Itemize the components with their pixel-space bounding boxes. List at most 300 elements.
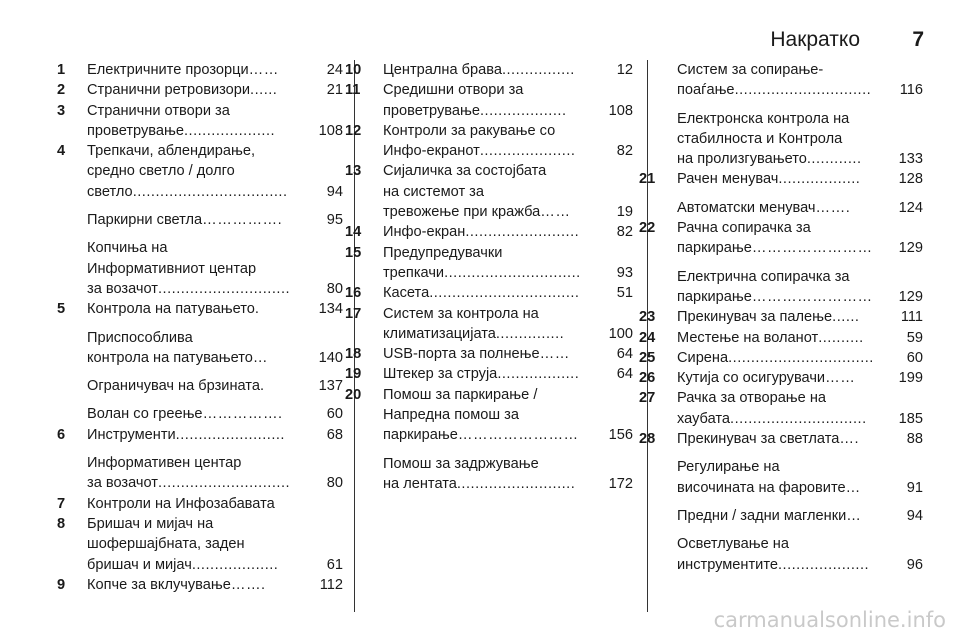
page-reference: 108: [318, 122, 343, 139]
entry-text: [663, 169, 923, 189]
dot-leader: .............................: [157, 280, 291, 297]
entry-line: на пролизгувањето: [677, 151, 807, 168]
entry-last-line: [677, 80, 923, 100]
index-entry: [345, 304, 633, 345]
dot-leader: .: [254, 301, 260, 318]
entry-line: шофершајбната, заден: [87, 536, 245, 553]
entry-line: Странични отвори за: [87, 102, 230, 119]
entry-line: климатизацијата: [383, 325, 496, 342]
entry-line: Електричните прозорци: [87, 62, 249, 78]
entry-line: Регулирање на: [677, 459, 780, 476]
index-entry: [57, 494, 343, 514]
entry-number: 23: [639, 309, 656, 326]
entry-number: 19: [345, 366, 362, 383]
page-reference: 185: [898, 410, 923, 427]
dot-leader: .............................: [157, 475, 291, 492]
entry-last-line: [677, 287, 923, 307]
entry-last-line: [383, 344, 633, 364]
entry-text: [73, 238, 343, 299]
index-entry: [73, 404, 343, 424]
entry-number: 24: [639, 329, 656, 346]
entry-last-line: [87, 376, 343, 396]
entry-last-line: [677, 238, 923, 258]
entry-number: 21: [639, 171, 656, 188]
entry-last-line: [87, 425, 343, 445]
entry-line: Касета: [383, 285, 430, 302]
index-entry: [639, 429, 923, 449]
entry-line: USB-порта за полнење: [383, 346, 540, 363]
index-entry: [345, 222, 633, 242]
page-reference: 68: [326, 426, 343, 443]
dot-leader: ……………………: [457, 427, 579, 444]
index-entry: [73, 328, 343, 369]
entry-number: 2: [57, 82, 66, 99]
entry-line: Централна брава: [383, 62, 502, 78]
entry-number: 4: [57, 143, 66, 160]
entry-line: Бришач и мијач на: [87, 515, 214, 532]
index-entry: [663, 506, 923, 526]
dot-leader: ……: [825, 370, 856, 387]
index-entry: [345, 121, 633, 162]
entry-text: [369, 222, 633, 242]
index-entry: [639, 348, 923, 368]
dot-leader: .....................: [479, 143, 576, 160]
page-reference: 129: [898, 240, 923, 257]
page-reference: 88: [906, 431, 923, 448]
dot-leader: ..............................: [734, 82, 872, 99]
entry-line: Контроли на Инфозабавата: [87, 495, 275, 512]
entry-text: [73, 453, 343, 494]
index-column-3: [639, 60, 923, 575]
entry-last-line: [383, 283, 633, 303]
page-reference: 95: [326, 212, 343, 229]
page-reference: 82: [616, 143, 633, 160]
page-reference: 24: [326, 62, 343, 78]
index-entry: [57, 101, 343, 142]
entry-text: [369, 385, 633, 446]
page-reference: 129: [898, 288, 923, 305]
entry-text: [663, 506, 923, 526]
entry-line: Трепкачи, аблендирање,: [87, 143, 256, 160]
entry-last-line: [677, 348, 923, 368]
dot-leader: ..............................: [730, 410, 867, 427]
entry-text: [73, 575, 343, 595]
entry-text: [369, 60, 633, 80]
entry-line: Инфо-екран: [383, 224, 466, 241]
entry-line: средно светло / долго: [87, 163, 235, 180]
page-reference: 61: [326, 556, 343, 573]
entry-line: Странични ретровизори: [87, 82, 251, 99]
entry-last-line: [87, 473, 343, 493]
page-number: 7: [912, 28, 924, 51]
index-entry: [57, 299, 343, 319]
entry-last-line: [677, 409, 923, 429]
entry-line: Систем за контрола на: [383, 305, 539, 322]
entry-number: 9: [57, 576, 66, 593]
entry-number: 1: [57, 62, 66, 78]
entry-last-line: [677, 198, 923, 218]
page-reference: 60: [326, 406, 343, 423]
entry-number: 3: [57, 102, 66, 119]
entry-text: [663, 109, 923, 170]
page-reference: 94: [906, 507, 923, 524]
dot-leader: …: [845, 479, 861, 496]
dot-leader: .........................: [465, 224, 580, 241]
entry-last-line: [383, 202, 633, 222]
entry-last-line: [383, 364, 633, 384]
index-entry: [663, 267, 923, 308]
page-reference: 91: [906, 479, 923, 496]
entry-text: [369, 344, 633, 364]
entry-text: [73, 514, 343, 575]
index-entry: [639, 307, 923, 327]
entry-line: тревожење при кражба: [383, 204, 541, 221]
index-entry: [57, 80, 343, 100]
dot-leader: ............: [806, 151, 862, 168]
entry-number: 20: [345, 386, 362, 403]
index-entry: [73, 453, 343, 494]
entry-text: [73, 141, 343, 202]
entry-line: Контроли за ракување со: [383, 122, 556, 139]
index-entry: [345, 80, 633, 121]
entry-last-line: [677, 429, 923, 449]
entry-last-line: [677, 169, 923, 189]
entry-last-line: [87, 404, 343, 424]
entry-line: Штекер за струја: [383, 366, 498, 383]
entry-number: 7: [57, 495, 66, 512]
entry-text: [369, 121, 633, 162]
entry-text: [663, 60, 923, 101]
page-reference: 133: [898, 151, 923, 168]
entry-line: Контрола на патувањето: [87, 301, 255, 318]
entry-line: контрола на патувањето: [87, 349, 253, 366]
index-column-1: [57, 60, 343, 595]
dot-leader: ...............: [495, 325, 565, 342]
entry-last-line: [677, 478, 923, 498]
page-reference: 96: [906, 556, 923, 573]
entry-text: [663, 198, 923, 218]
entry-line: поаѓање: [677, 82, 735, 99]
index-entry: [345, 344, 633, 364]
page-reference: 172: [608, 475, 633, 492]
entry-last-line: [383, 60, 633, 80]
entry-last-line: [383, 425, 633, 445]
dot-leader: ..................................: [132, 183, 288, 200]
entry-last-line: [677, 506, 923, 526]
index-entry: [57, 141, 343, 202]
index-entry: [73, 210, 343, 230]
page-reference: 124: [898, 199, 923, 216]
dot-leader: ......: [832, 309, 860, 326]
entry-line: Сијаличка за состојбата: [383, 163, 547, 180]
page-reference: 156: [608, 427, 633, 444]
page-reference: 116: [899, 82, 923, 99]
entry-text: [663, 307, 923, 327]
page-title: Накратко: [770, 28, 860, 51]
entry-line: Систем за сопирање-: [677, 62, 824, 78]
dot-leader: .................................: [429, 285, 580, 302]
dot-leader: ……………………: [751, 288, 873, 305]
dot-leader: ….: [839, 431, 860, 448]
entry-last-line: [677, 555, 923, 575]
entry-last-line: [383, 222, 633, 242]
index-entry: [663, 457, 923, 498]
page-reference: 112: [319, 576, 343, 593]
entry-last-line: [87, 555, 343, 575]
entry-last-line: [383, 101, 633, 121]
page-reference: 108: [608, 102, 633, 119]
dot-leader: ................................: [728, 349, 874, 366]
entry-number: 13: [345, 163, 362, 180]
entry-text: [73, 328, 343, 369]
entry-number: 22: [639, 220, 656, 237]
index-entry: [639, 388, 923, 429]
entry-number: 25: [639, 349, 656, 366]
page-reference: 80: [326, 475, 343, 492]
entry-line: Електрична сопирачка за: [677, 268, 850, 285]
dot-leader: ……: [539, 346, 570, 363]
entry-line: Напредна помош за: [383, 407, 519, 424]
entry-text: [369, 364, 633, 384]
page-reference: 19: [616, 204, 633, 221]
dot-leader: ...................: [191, 556, 279, 573]
entry-number: 8: [57, 515, 66, 532]
entry-text: [73, 210, 343, 230]
entry-line: Копче за вклучување: [87, 576, 231, 593]
dot-leader: ..........: [818, 329, 864, 346]
dot-leader: ……………………: [751, 240, 873, 257]
entry-line: Средишни отвори за: [383, 82, 524, 99]
entry-number: 6: [57, 426, 66, 443]
dot-leader: ......: [250, 82, 278, 99]
entry-text: [73, 101, 343, 142]
page-reference: 12: [616, 62, 633, 78]
entry-text: [663, 457, 923, 498]
entry-line: Предни / задни магленки: [677, 507, 847, 524]
dot-leader: ……: [540, 204, 571, 221]
entry-last-line: [87, 121, 343, 141]
entry-line: Приспособлива: [87, 329, 193, 346]
entry-text: [369, 454, 633, 495]
entry-line: Автоматски менувач: [677, 199, 816, 216]
entry-number: 15: [345, 244, 362, 261]
index-entry: [639, 328, 923, 348]
dot-leader: …….: [230, 576, 266, 593]
page-reference: 128: [898, 171, 923, 188]
entry-line: проветрување: [87, 122, 184, 139]
entry-line: инструментите: [677, 556, 778, 573]
entry-last-line: [383, 141, 633, 161]
entry-last-line: [677, 307, 923, 327]
dot-leader: …….: [815, 199, 851, 216]
entry-last-line: [87, 575, 343, 595]
entry-text: [73, 376, 343, 396]
index-entry: [345, 161, 633, 222]
entry-line: Информативен центар: [87, 455, 242, 472]
entry-line: паркирање: [677, 288, 752, 305]
entry-last-line: [383, 324, 633, 344]
dot-leader: ……: [248, 62, 279, 78]
entry-line: Ограничувач на брзината: [87, 378, 260, 395]
entry-line: Копчиња на: [87, 240, 168, 257]
entry-number: 27: [639, 390, 656, 407]
index-entry: [369, 454, 633, 495]
entry-number: 16: [345, 285, 362, 302]
entry-last-line: [87, 279, 343, 299]
entry-number: 11: [345, 82, 361, 99]
index-entry: [639, 169, 923, 189]
entry-text: [663, 534, 923, 575]
entry-line: Паркирни светла: [87, 212, 203, 229]
entry-line: паркирање: [383, 427, 458, 444]
entry-line: на системот за: [383, 183, 484, 200]
entry-text: [663, 368, 923, 388]
entry-line: Осветлување на: [677, 536, 789, 553]
entry-line: Предупредувачки: [383, 244, 503, 261]
entry-text: [73, 404, 343, 424]
dot-leader: ........................: [175, 426, 285, 443]
page-header: [0, 28, 960, 58]
entry-text: [663, 218, 923, 259]
entry-line: трепкачи: [383, 264, 445, 281]
entry-line: проветрување: [383, 102, 480, 119]
entry-line: Рачен менувач: [677, 171, 779, 188]
entry-line: Рачка за отворање на: [677, 390, 827, 407]
entry-line: хаубата: [677, 410, 731, 427]
index-entry: [345, 364, 633, 384]
index-entry: [73, 238, 343, 299]
entry-text: [73, 60, 343, 80]
entry-line: Прекинувач за светлата: [677, 431, 840, 448]
entry-text: [73, 494, 343, 514]
entry-last-line: [87, 80, 343, 100]
entry-text: [73, 299, 343, 319]
page-reference: 59: [906, 329, 923, 346]
entry-text: [663, 388, 923, 429]
page-reference: 21: [326, 82, 343, 99]
entry-text: [73, 80, 343, 100]
page-reference: 93: [616, 264, 633, 281]
dot-leader: ..................: [778, 171, 861, 188]
entry-line: за возачот: [87, 475, 158, 492]
index-entry: [57, 60, 343, 80]
index-entry: [345, 283, 633, 303]
dot-leader: …………….: [202, 406, 283, 423]
entry-last-line: [87, 60, 343, 80]
entry-text: [663, 267, 923, 308]
entry-number: 10: [345, 62, 362, 78]
watermark: carmanualsonline.info: [713, 608, 946, 632]
entry-last-line: [87, 494, 343, 514]
entry-text: [369, 283, 633, 303]
entry-line: Местење на воланот: [677, 329, 819, 346]
entry-last-line: [677, 149, 923, 169]
entry-last-line: [87, 210, 343, 230]
entry-line: Прекинувач за палење: [677, 309, 833, 326]
entry-line: на лентата: [383, 475, 457, 492]
page-reference: 82: [616, 224, 633, 241]
entry-line: стабилноста и Контрола: [677, 130, 843, 147]
index-entry: [663, 198, 923, 218]
entry-text: [369, 161, 633, 222]
page-reference: 64: [616, 366, 633, 383]
entry-number: 18: [345, 346, 362, 363]
dot-leader: ..................: [497, 366, 580, 383]
entry-number: 17: [345, 305, 362, 322]
entry-text: [663, 328, 923, 348]
index-entry: [345, 243, 633, 284]
page-reference: 64: [616, 346, 633, 363]
entry-number: 28: [639, 431, 656, 448]
entry-line: бришач и мијач: [87, 556, 192, 573]
entry-line: Волан со греење: [87, 406, 203, 423]
entry-last-line: [677, 368, 923, 388]
entry-last-line: [87, 348, 343, 368]
dot-leader: ..............................: [444, 264, 581, 281]
entry-text: [663, 348, 923, 368]
entry-line: Инфо-екранот: [383, 143, 480, 160]
entry-line: Помош за задржување: [383, 455, 539, 472]
index-entry: [639, 368, 923, 388]
page-reference: 80: [326, 280, 343, 297]
dot-leader: ...................: [479, 102, 567, 119]
entry-line: Помош за паркирање /: [383, 386, 538, 403]
entry-line: Сирена: [677, 349, 729, 366]
entry-line: светло: [87, 183, 133, 200]
entry-text: [369, 304, 633, 345]
index-entry: [639, 218, 923, 259]
index-entry: [57, 575, 343, 595]
dot-leader: ..........................: [456, 475, 576, 492]
dot-leader: ................: [501, 62, 575, 78]
entry-text: [73, 425, 343, 445]
entry-number: 5: [57, 301, 66, 318]
entry-line: паркирање: [677, 240, 752, 257]
entry-number: 14: [345, 224, 362, 241]
entry-line: Информативниот центар: [87, 260, 257, 277]
page-reference: 134: [318, 301, 343, 318]
dot-leader: …: [252, 349, 269, 366]
index-entry: [663, 534, 923, 575]
dot-leader: ....................: [777, 556, 870, 573]
page-reference: 199: [898, 370, 923, 387]
entry-text: [369, 243, 633, 284]
dot-leader: …: [846, 507, 862, 524]
page-reference: 94: [326, 183, 343, 200]
entry-last-line: [87, 299, 343, 319]
entry-line: за возачот: [87, 280, 158, 297]
entry-line: Кутија со осигурувачи: [677, 370, 826, 387]
index-entry: [73, 376, 343, 396]
index-entry: [663, 109, 923, 170]
index-entry: [345, 385, 633, 446]
entry-last-line: [383, 474, 633, 494]
entry-text: [663, 429, 923, 449]
entry-number: 12: [345, 122, 362, 139]
index-entry: [663, 60, 923, 101]
column-divider: [354, 60, 355, 612]
dot-leader: …………….: [202, 212, 283, 229]
entry-line: височината на фаровите: [677, 479, 846, 496]
page-reference: 100: [608, 325, 633, 342]
index-entry: [345, 60, 633, 80]
dot-leader: ....................: [183, 122, 276, 139]
entry-number: 26: [639, 370, 656, 387]
entry-last-line: [87, 182, 343, 202]
page-reference: [341, 494, 343, 514]
page-reference: 111: [900, 309, 923, 326]
entry-text: [369, 80, 633, 121]
